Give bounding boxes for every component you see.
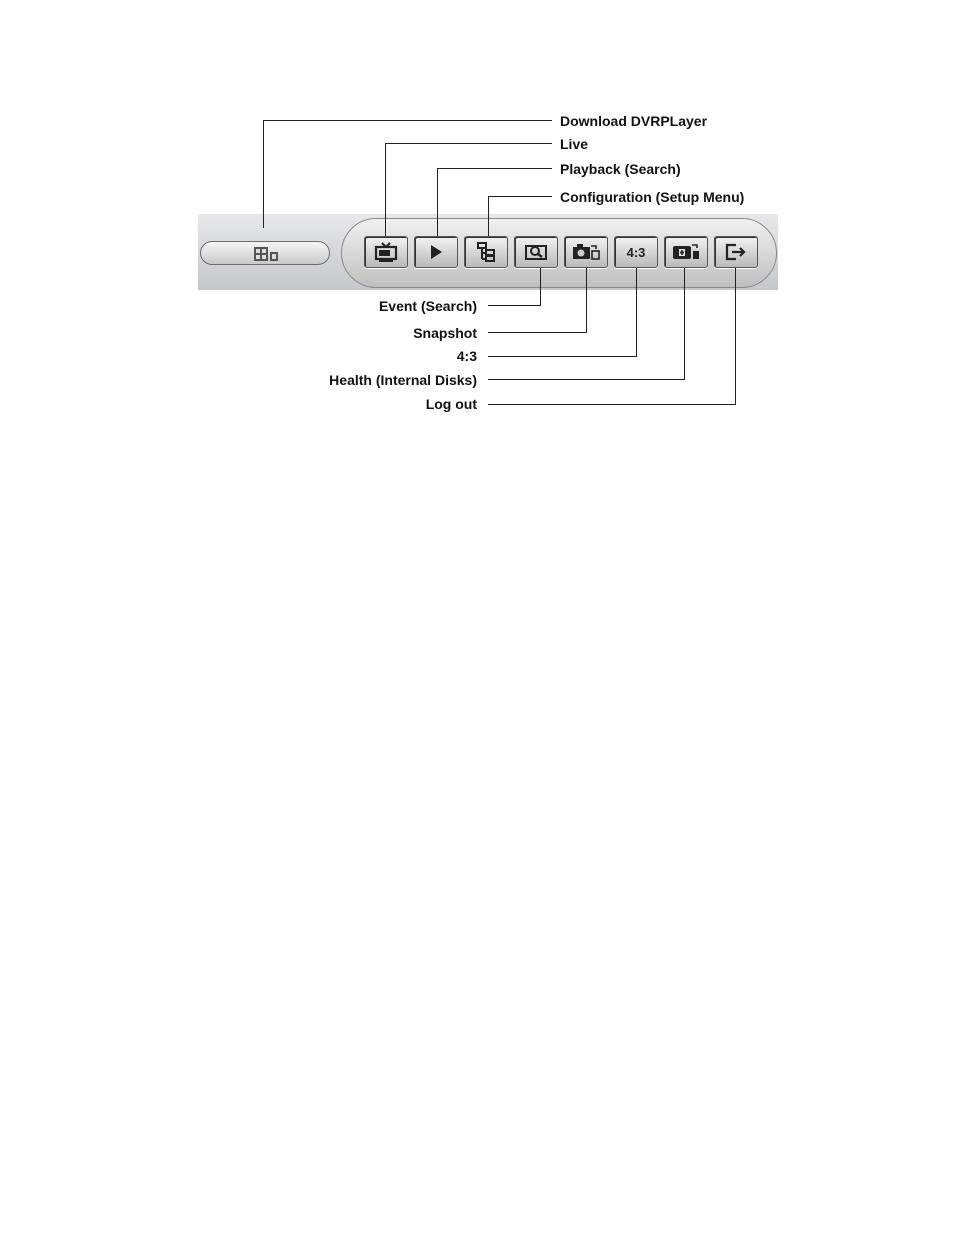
leader-snapshot-h bbox=[488, 332, 587, 333]
label-download: Download DVRPLayer bbox=[560, 113, 708, 129]
leader-aspect-v bbox=[636, 268, 637, 357]
leader-event-h bbox=[488, 305, 541, 306]
health-button[interactable] bbox=[664, 236, 708, 268]
tv-icon bbox=[374, 242, 398, 262]
health-disk-icon bbox=[671, 242, 701, 262]
label-event: Event (Search) bbox=[378, 298, 477, 314]
leader-live-h bbox=[385, 143, 552, 144]
leader-logout-h bbox=[488, 404, 736, 405]
leader-snapshot-v bbox=[586, 268, 587, 333]
live-button[interactable] bbox=[364, 236, 408, 268]
event-search-button[interactable] bbox=[514, 236, 558, 268]
label-health: Health (Internal Disks) bbox=[329, 372, 477, 388]
label-playback: Playback (Search) bbox=[560, 161, 681, 177]
play-icon bbox=[427, 243, 445, 261]
search-icon bbox=[524, 242, 548, 262]
label-aspect: 4:3 bbox=[456, 348, 477, 364]
download-dvrplayer-button[interactable] bbox=[200, 241, 330, 265]
leader-playback-v bbox=[437, 168, 438, 236]
leader-live-v bbox=[385, 143, 386, 236]
leader-health-h bbox=[488, 379, 685, 380]
label-logout: Log out bbox=[425, 396, 477, 412]
label-snapshot: Snapshot bbox=[413, 325, 477, 341]
camera-icon bbox=[571, 242, 601, 262]
leader-playback-h bbox=[437, 168, 552, 169]
configuration-button[interactable] bbox=[464, 236, 508, 268]
leader-configuration-v bbox=[488, 196, 489, 236]
tree-menu-icon bbox=[475, 241, 497, 263]
leader-download-v bbox=[263, 120, 264, 228]
logout-icon bbox=[724, 242, 748, 262]
leader-health-v bbox=[684, 268, 685, 380]
leader-event-v bbox=[540, 268, 541, 306]
aspect-ratio-text: 4:3 bbox=[626, 244, 646, 260]
playback-button[interactable] bbox=[414, 236, 458, 268]
leader-logout-v bbox=[735, 268, 736, 405]
label-configuration: Configuration (Setup Menu) bbox=[560, 189, 745, 205]
logout-button[interactable] bbox=[714, 236, 758, 268]
snapshot-button[interactable] bbox=[564, 236, 608, 268]
film-icon bbox=[253, 246, 279, 262]
leader-aspect-h bbox=[488, 356, 637, 357]
aspect-ratio-button[interactable] bbox=[614, 236, 658, 268]
leader-configuration-h bbox=[488, 196, 552, 197]
label-live: Live bbox=[560, 136, 589, 152]
leader-download-h bbox=[263, 120, 552, 121]
